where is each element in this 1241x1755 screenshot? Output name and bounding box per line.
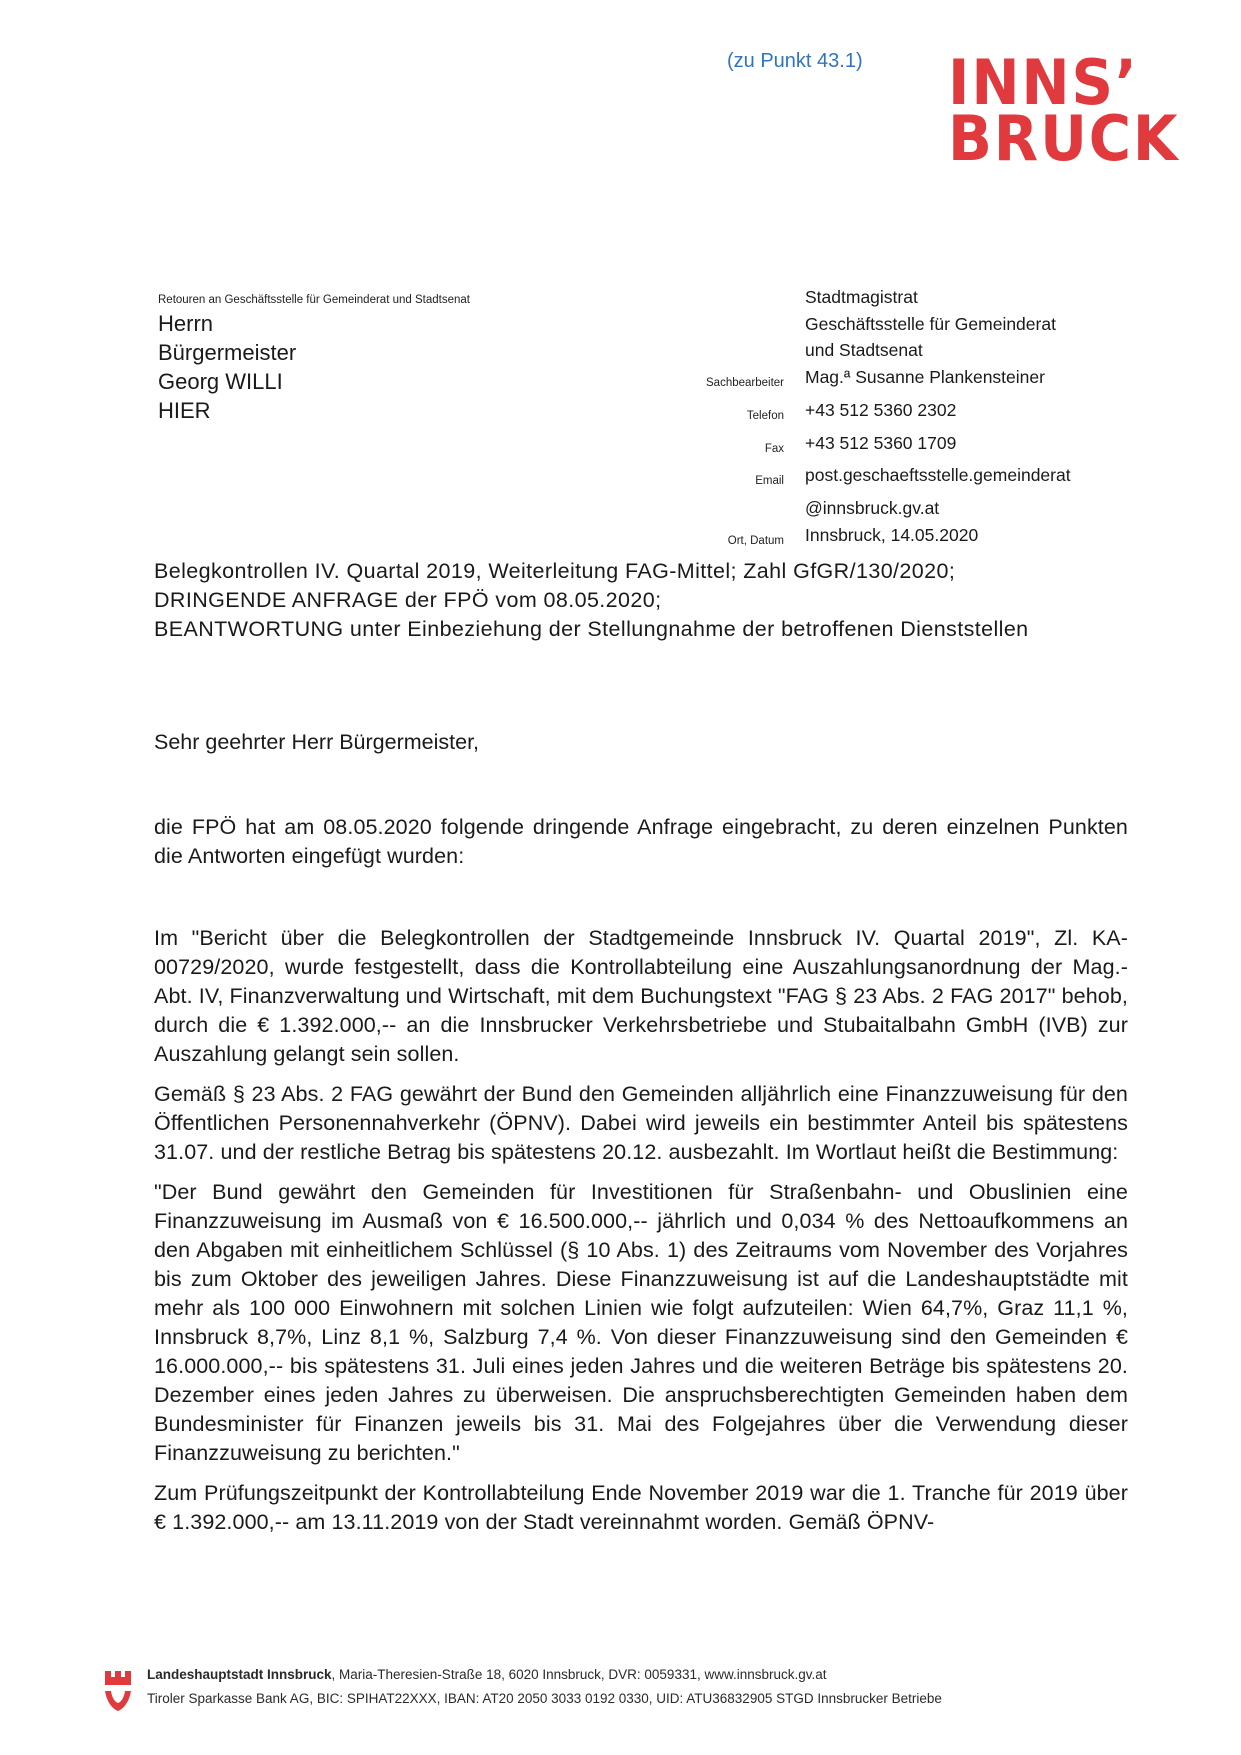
- sender-value: Mag.ª Susanne Plankensteiner: [805, 367, 1045, 388]
- subject-block: [154, 557, 1154, 644]
- sender-value: Innsbruck, 14.05.2020: [805, 524, 979, 545]
- sender-label: [610, 495, 805, 522]
- recipient-line: Georg WILLI: [158, 369, 283, 394]
- salutation: Sehr geehrter Herr Bürgermeister,: [154, 730, 480, 754]
- sender-label: Fax: [764, 442, 784, 455]
- sender-value: +43 512 5360 1709: [805, 432, 957, 453]
- sender-row: [610, 462, 1110, 495]
- body-paragraph: Gemäß § 23 Abs. 2 FAG gewährt der Bund den Gemeinden alljährlich eine Finanzzuweisung für den Öffentlichen Personennahverkehr (ÖPNV). Dabei wird jeweils ein bestimmter Anteil bis spätestens 31.07. und der restliche Betrag bis spätestens 20.12. ausbezahlt. Im Wortlaut heißt die Bestimmung:: [154, 1082, 1128, 1164]
- footer-city-name: Landeshauptstadt Innsbruck: [147, 1667, 332, 1682]
- logo-line-1: INNS’: [948, 46, 1139, 119]
- quoted-paragraph: "Der Bund gewährt den Gemeinden für Investitionen für Straßenbahn- und Obuslinien eine Finanzzuweisung im Ausmaß von € 16.500.000,-- jährlich und 0,034 % des Nettoaufkommens an den Abgaben mit einheitlichem Schlüssel (§ 10 Abs. 1) des Zeitraums vom November des Vorjahres bis zum Oktober des jeweiligen Jahres. Diese Finanzzuweisung ist auf die Landeshauptstädte mit mehr als 100 000 Einwohnern mit solchen Linien wie folgt aufzuteilen: Wien 64,7%, Graz 11,1 %, Innsbruck 8,7%, Linz 8,1 %, Salzburg 7,4 %. Von dieser Finanzzuweisung sind den Gemeinden € 16.000.000,-- bis spätestens 31. Juli eines jeden Jahres und die weiteren Beträge bis spätestens 20. Dezember eines jeden Jahres zu überweisen. Die anspruchsberechtigten Gemeinden haben dem Bundesminister für Finanzen jeweils bis 31. Mai des Folgejahres über die Verwendung dieser Finanzzuweisung zu berichten.": [154, 1180, 1128, 1465]
- sender-value: Stadtmagistrat: [805, 287, 918, 307]
- sender-block: [610, 284, 1110, 554]
- sender-value: @innsbruck.gv.at: [805, 497, 940, 518]
- footer-address: , Maria-Theresien-Straße 18, 6020 Innsbruck, DVR: 0059331, www.innsbruck.gv.at: [331, 1667, 827, 1682]
- sender-label: Telefon: [746, 409, 784, 422]
- body-paragraph: Zum Prüfungszeitpunkt der Kontrollabteilung Ende November 2019 war die 1. Tranche für 2019 über € 1.392.000,-- am 13.11.2019 von der Stadt vereinnahmt worden. Gemäß ÖPNV-: [154, 1481, 1128, 1534]
- sender-label: Email: [755, 475, 784, 488]
- footer: [103, 1665, 1153, 1715]
- reference-note: (zu Punkt 43.1): [727, 50, 863, 72]
- letter-body: [154, 813, 1128, 1548]
- sender-row: [610, 430, 1110, 463]
- logo-line-2: BRUCK: [948, 102, 1180, 175]
- intro-paragraph: die FPÖ hat am 08.05.2020 folgende dringende Anfrage eingebracht, zu deren einzelnen Punkten die Antworten eingefügt wurden:: [154, 815, 1128, 868]
- sender-row: [610, 364, 1110, 397]
- footer-address-line: [147, 1667, 827, 1682]
- recipient-line: Bürgermeister: [158, 340, 297, 365]
- sender-row: [610, 397, 1110, 430]
- city-crest-icon: [103, 1667, 133, 1713]
- innsbruck-logo: [948, 46, 1182, 175]
- subject-line: DRINGENDE ANFRAGE der FPÖ vom 08.05.2020;: [154, 588, 662, 612]
- sender-value: Geschäftsstelle für Gemeinderat: [805, 313, 1056, 334]
- sender-value: und Stadtsenat: [805, 340, 923, 361]
- sender-label: Ort, Datum: [727, 534, 784, 547]
- sender-row: [610, 311, 1110, 338]
- body-paragraph: Im "Bericht über die Belegkontrollen der Stadtgemeinde Innsbruck IV. Quartal 2019", Zl. KA-00729/2020, wurde festgestellt, dass die Kontrollabteilung eine Auszahlungsanordnung der Mag.-Abt. IV, Finanzverwaltung und Wirtschaft, mit dem Buchungstext "FAG § 23 Abs. 2 FAG 2017" behob, durch die € 1.392.000,-- an die Innsbrucker Verkehrsbetriebe und Stubaitalbahn GmbH (IVB) zur Auszahlung gelangt sein sollen.: [154, 926, 1128, 1066]
- footer-bank-line: Tiroler Sparkasse Bank AG, BIC: SPIHAT22XXX, IBAN: AT20 2050 3033 0192 0330, UID: ATU36832905 STGD Innsbrucker Betriebe: [147, 1691, 942, 1706]
- sender-value: +43 512 5360 2302: [805, 399, 957, 420]
- sender-label: Sachbearbeiter: [706, 377, 784, 390]
- recipient-block: [158, 309, 296, 425]
- sender-value: post.geschaeftsstelle.gemeinderat: [805, 465, 1071, 486]
- sender-row: [610, 522, 1110, 555]
- subject-line: Belegkontrollen IV. Quartal 2019, Weiterleitung FAG-Mittel; Zahl GfGR/130/2020;: [154, 559, 956, 583]
- sender-label: [610, 311, 805, 338]
- recipient-line: HIER: [158, 398, 211, 423]
- sender-row: [610, 337, 1110, 364]
- subject-line: BEANTWORTUNG unter Einbeziehung der Stellungnahme der betroffenen Dienststellen: [154, 617, 1029, 641]
- sender-row: [610, 495, 1110, 522]
- return-address-line: Retouren an Geschäftsstelle für Gemeinderat und Stadtsenat: [158, 294, 470, 306]
- sender-label: [610, 337, 805, 364]
- recipient-line: Herrn: [158, 311, 214, 336]
- sender-label: [610, 284, 805, 311]
- sender-row: [610, 284, 1110, 311]
